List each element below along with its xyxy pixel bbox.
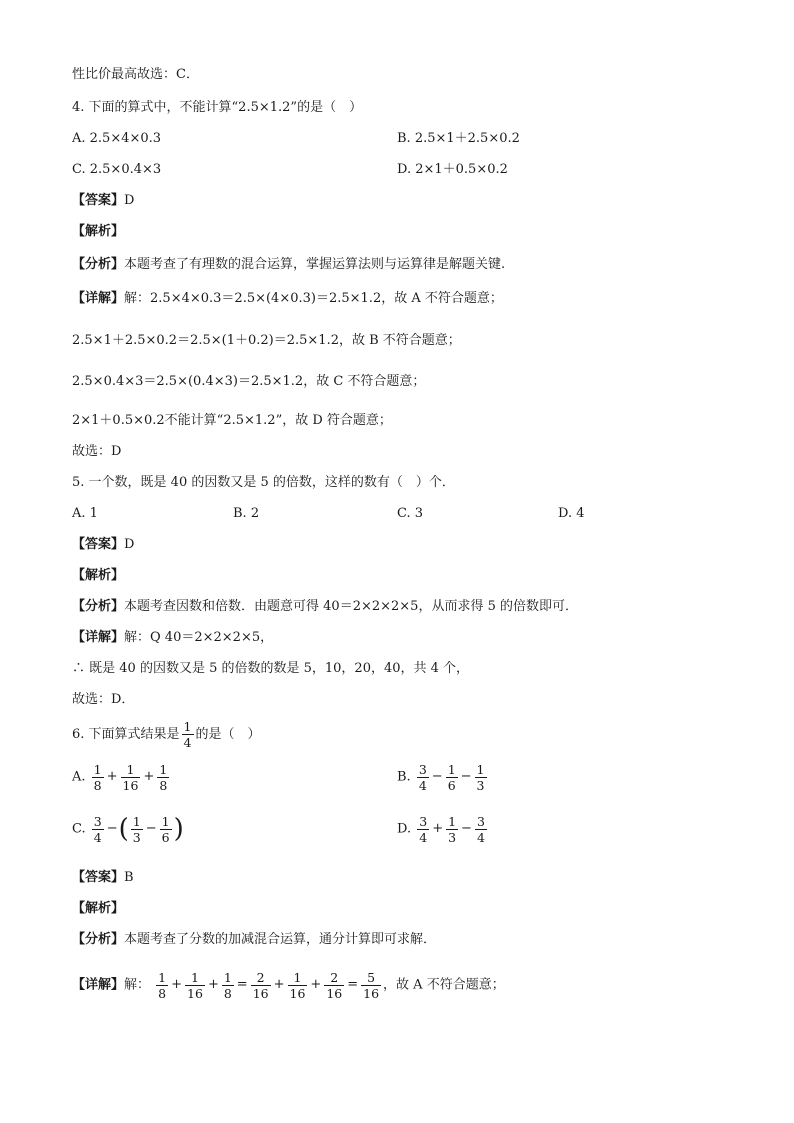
analysis-tag: 【解析】	[72, 568, 125, 583]
operator: +	[310, 977, 322, 992]
fraction	[288, 970, 308, 1001]
q5-selection: 故选：D．	[72, 692, 135, 707]
fraction-denominator: 8	[93, 777, 102, 793]
fraction-numerator: 1	[158, 969, 167, 985]
option-label: D.	[397, 821, 412, 837]
fraction-numerator: 2	[256, 969, 265, 985]
fraction-numerator: 1	[476, 761, 485, 777]
xiangjie-tag: 【详解】	[72, 291, 125, 306]
q6-option-d	[397, 812, 489, 847]
q6-option-c	[72, 812, 184, 847]
operator: +	[171, 977, 183, 992]
fraction	[475, 762, 487, 793]
fraction	[222, 970, 234, 1001]
q6-suffix: 的是（ ）	[195, 727, 261, 742]
fraction-numerator: 1	[191, 969, 199, 985]
option-label: C.	[72, 821, 86, 837]
operator: −	[460, 769, 472, 784]
fraction-numerator: 1	[293, 969, 302, 985]
fraction-denominator: 4	[419, 829, 428, 845]
q5-detail-line-1	[72, 629, 273, 647]
operator: +	[432, 821, 444, 836]
fraction-denominator: 16	[363, 985, 380, 1001]
fraction	[92, 762, 104, 793]
fraction	[92, 814, 104, 845]
operator: −	[431, 769, 443, 784]
q5-answer-line	[72, 536, 134, 554]
q4-selection: 故选：D	[72, 444, 122, 459]
fraction-numerator: 1	[159, 761, 168, 777]
fenxi-tag: 【分析】	[72, 257, 125, 272]
fraction-numerator: 3	[418, 761, 427, 777]
q4-detail-line-1	[72, 290, 503, 308]
fraction-numerator: 1	[447, 761, 456, 777]
q4-option-b: B. 2.5×1＋2.5×0.2	[397, 131, 520, 146]
q5-fenxi-line	[72, 598, 578, 616]
question-5: 5. 一个数，既是 40 的因数又是 5 的倍数，这样的数有（ ）个．	[72, 475, 455, 490]
q4-answer: D	[124, 193, 135, 208]
q6-option-b	[397, 760, 489, 795]
q6-answer-line	[72, 869, 134, 887]
fraction-numerator: 2	[330, 969, 339, 985]
fraction-denominator: 16	[252, 985, 269, 1001]
option-label: B.	[397, 769, 411, 785]
q5-answer: D	[124, 537, 135, 552]
operator: −	[106, 821, 118, 836]
q5-option-b: B. 2	[233, 506, 260, 521]
operator: +	[207, 977, 219, 992]
q4-fenxi-line	[72, 256, 505, 274]
q5-detail-1-text: 解：Q 40＝2×2×2×5，	[124, 630, 274, 645]
right-paren: )	[173, 814, 184, 844]
fraction-denominator: 16	[122, 777, 139, 793]
q4-option-c: C. 2.5×0.4×3	[72, 162, 162, 177]
q4-detail-line-2: 2.5×1＋2.5×0.2＝2.5×(1＋0.2)＝2.5×1.2，故 B 不符合题意；	[72, 333, 461, 348]
q5-detail-line-2: ∴ 既是 40 的因数又是 5 的倍数的数是 5，10，20，40，共 4 个，	[72, 661, 470, 676]
q6-detail-prefix: 解：	[124, 977, 151, 993]
fraction-denominator: 4	[476, 829, 485, 845]
q4-analysis-tag	[72, 223, 124, 241]
fraction	[160, 814, 172, 845]
fraction	[475, 814, 487, 845]
q4-answer-line	[72, 192, 134, 210]
fraction-numerator: 3	[419, 813, 428, 829]
option-label: A.	[72, 769, 86, 785]
fraction-denominator: 3	[476, 777, 485, 793]
operator: +	[273, 977, 285, 992]
fraction-numerator: 1	[223, 969, 232, 985]
fraction-denominator: 4	[183, 735, 192, 750]
fraction-numerator: 1	[183, 719, 192, 734]
q4-option-d: D. 2×1＋0.5×0.2	[397, 162, 508, 177]
fraction	[417, 814, 429, 845]
question-4: 4. 下面的算式中，不能计算“2.5×1.2”的是（ ）	[72, 100, 363, 115]
equals-sign: =	[347, 977, 359, 992]
q4-option-a: A. 2.5×4×0.3	[72, 131, 162, 146]
equals-sign: =	[236, 977, 248, 992]
fraction	[185, 970, 205, 1001]
fraction-one-quarter	[182, 719, 194, 750]
fraction-denominator: 4	[93, 829, 102, 845]
answer-tag: 【答案】	[72, 193, 125, 208]
q5-option-a: A. 1	[72, 506, 98, 521]
fraction-denominator: 16	[187, 985, 203, 1001]
analysis-tag: 【解析】	[72, 224, 125, 239]
prev-answer-line: 性比价最高故选：C．	[72, 67, 199, 82]
fraction	[251, 970, 271, 1001]
left-paren: (	[118, 814, 129, 844]
q6-option-a	[72, 760, 171, 795]
fraction	[446, 814, 458, 845]
fenxi-tag: 【分析】	[72, 932, 125, 947]
operator: +	[106, 769, 118, 784]
fraction	[131, 814, 143, 845]
answer-tag: 【答案】	[72, 537, 125, 552]
q6-answer: B	[124, 870, 134, 885]
question-6	[72, 718, 261, 752]
fraction-denominator: 4	[418, 777, 427, 793]
q6-fenxi-line	[72, 931, 436, 949]
fraction-numerator: 3	[476, 813, 485, 829]
operator: +	[143, 769, 155, 784]
fraction	[324, 970, 344, 1001]
q5-fenxi-text: 本题考查因数和倍数．由题意可得 40＝2×2×2×5，从而求得 5 的倍数即可．	[124, 599, 578, 614]
fraction-denominator: 3	[132, 829, 141, 845]
fraction-denominator: 8	[158, 985, 167, 1001]
operator: −	[461, 821, 472, 836]
fraction	[156, 970, 168, 1001]
fenxi-tag: 【分析】	[72, 599, 125, 614]
fraction-denominator: 3	[448, 829, 457, 845]
xiangjie-tag: 【详解】	[72, 977, 125, 993]
analysis-tag: 【解析】	[72, 901, 125, 916]
fraction	[417, 762, 429, 793]
fraction-numerator: 1	[161, 813, 170, 829]
q6-detail-suffix: ，故 A 不符合题意；	[383, 977, 505, 993]
q4-detail-line-4: 2×1＋0.5×0.2不能计算“2.5×1.2”，故 D 符合题意；	[72, 413, 392, 428]
xiangjie-tag: 【详解】	[72, 630, 125, 645]
fraction	[121, 762, 141, 793]
fraction-numerator: 3	[93, 813, 102, 829]
fraction-numerator: 5	[367, 969, 376, 985]
fraction-numerator: 1	[448, 813, 457, 829]
q4-fenxi-text: 本题考查了有理数的混合运算，掌握运算法则与运算律是解题关键.	[124, 257, 506, 272]
operator: −	[145, 821, 157, 836]
fraction	[446, 762, 458, 793]
fraction-denominator: 6	[447, 777, 456, 793]
q6-prefix: 6. 下面算式结果是	[72, 727, 180, 742]
fraction-denominator: 16	[326, 985, 343, 1001]
q6-analysis-tag	[72, 900, 124, 918]
fraction-numerator: 1	[126, 761, 135, 777]
fraction	[157, 762, 169, 793]
q5-analysis-tag	[72, 567, 124, 585]
q6-fenxi-text: 本题考查了分数的加减混合运算，通分计算即可求解．	[124, 932, 437, 947]
answer-tag: 【答案】	[72, 870, 125, 885]
q5-option-d: D. 4	[558, 506, 585, 521]
fraction-denominator: 16	[289, 985, 306, 1001]
q4-detail-line-3: 2.5×0.4×3＝2.5×(0.4×3)＝2.5×1.2，故 C 不符合题意；	[72, 374, 426, 389]
q6-detail-line-1	[72, 968, 505, 1003]
fraction-numerator: 1	[93, 761, 102, 777]
fraction-numerator: 1	[132, 813, 141, 829]
fraction-denominator: 8	[223, 985, 232, 1001]
q4-detail-1-text: 解：2.5×4×0.3＝2.5×(4×0.3)＝2.5×1.2，故 A 不符合题意；	[124, 291, 503, 306]
fraction	[361, 970, 381, 1001]
fraction-denominator: 6	[161, 829, 170, 845]
q5-option-c: C. 3	[397, 506, 424, 521]
fraction-denominator: 8	[159, 777, 168, 793]
